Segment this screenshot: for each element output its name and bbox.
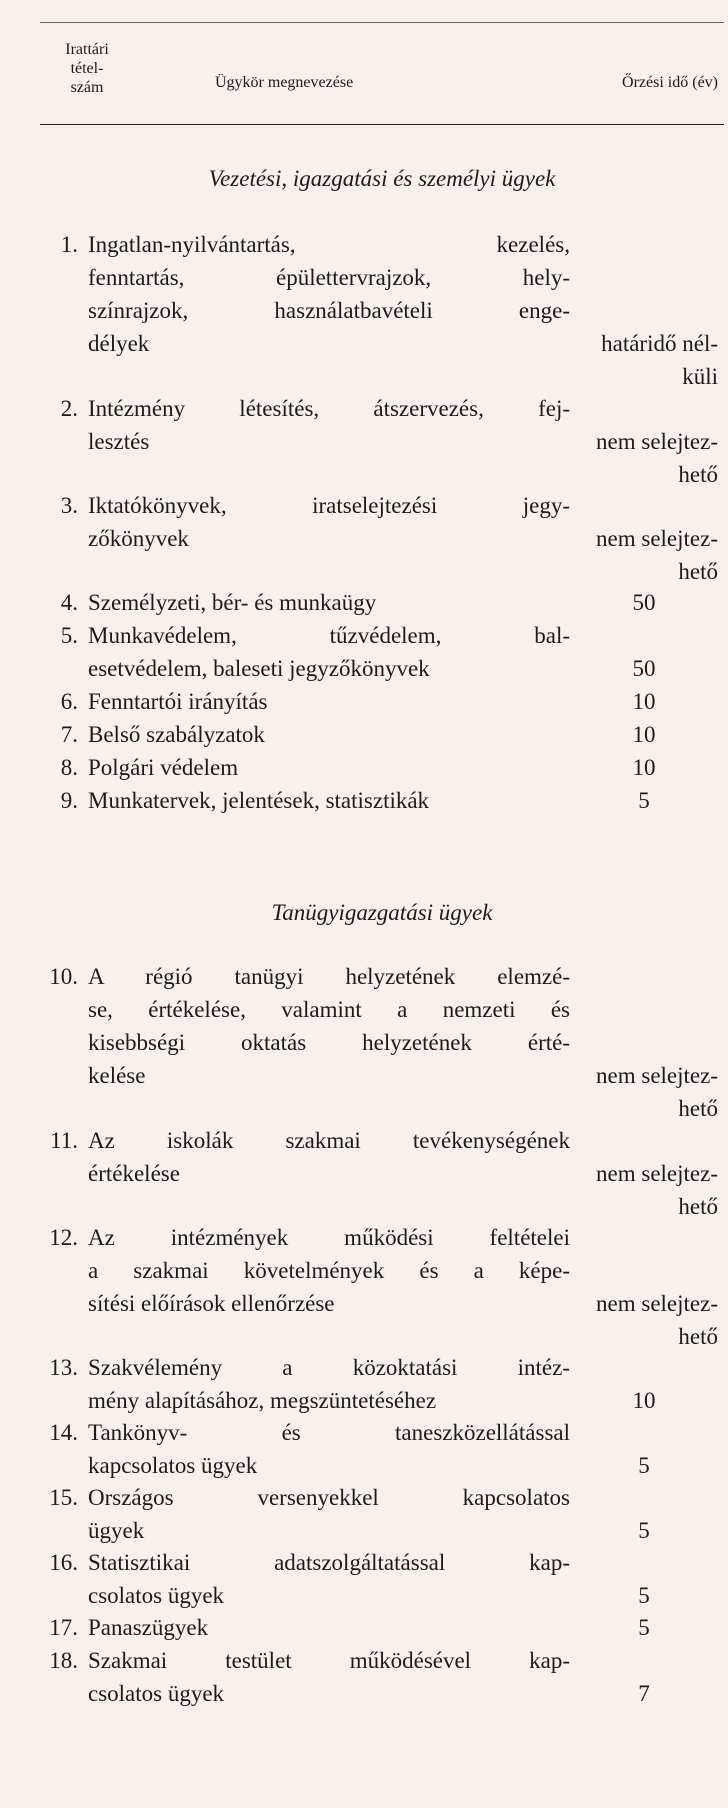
retention-line: 10: [632, 722, 656, 747]
row-number: 18.: [49, 1648, 78, 1673]
retention-line: 5: [638, 788, 650, 813]
description-line: Statisztikai adatszolgáltatással kap-: [88, 1550, 570, 1575]
description-line: Az iskolák szakmai tevékenységének: [88, 1128, 570, 1153]
row-description: [88, 784, 570, 817]
description-line: Az intézmények működési feltételei: [88, 1225, 570, 1250]
retention-line: 50: [632, 590, 656, 615]
description-line: délyek: [88, 331, 150, 356]
row-number: 8.: [60, 755, 78, 780]
description-line: Személyzeti, bér- és munkaügy: [88, 590, 377, 615]
row-description: [88, 718, 570, 751]
row-retention-value: [558, 522, 718, 588]
retention-line: 5: [638, 1615, 650, 1640]
description-line: mény alapításához, megszüntetéséhez: [88, 1388, 437, 1413]
header-matter-name: Ügykör megnevezése: [215, 74, 354, 91]
retention-line: hető: [678, 1324, 718, 1349]
header-retention-period: Őrzési idő (év): [622, 74, 718, 91]
description-line: Országos versenyekkel kapcsolatos: [88, 1485, 570, 1510]
retention-line: 5: [638, 1583, 650, 1608]
row-retention-value: [544, 586, 724, 619]
description-line: esetvédelem, baleseti jegyzőkönyvek: [88, 656, 430, 681]
header-file-number-line: Irattári: [65, 41, 109, 58]
row-description: [88, 228, 570, 360]
row-retention-value: [544, 718, 724, 751]
row-number: 15.: [49, 1485, 78, 1510]
retention-line: 5: [638, 1518, 650, 1543]
row-retention-value: [558, 327, 718, 393]
row-retention-value: [544, 685, 724, 718]
row-retention-value: [544, 1611, 724, 1644]
description-line: kisebbségi oktatás helyzetének érté-: [88, 1030, 570, 1055]
row-retention-value: [544, 1449, 724, 1482]
description-line: zőkönyvek: [88, 526, 189, 551]
description-line: a szakmai követelmények és a képe-: [88, 1258, 570, 1283]
row-number: 2.: [60, 396, 78, 421]
row-number: 7.: [60, 722, 78, 747]
row-description: [88, 586, 570, 619]
row-retention-value: [558, 1157, 718, 1223]
retention-line: hető: [678, 1194, 718, 1219]
section-title: Vezetési, igazgatási és személyi ügyek: [208, 166, 556, 191]
row-retention-value: [544, 1579, 724, 1612]
description-line: Panaszügyek: [88, 1615, 209, 1640]
row-number: 1.: [60, 232, 78, 257]
header-file-number: [42, 40, 132, 97]
row-number: 14.: [49, 1420, 78, 1445]
row-retention-value: [544, 784, 724, 817]
description-line: lesztés: [88, 429, 150, 454]
retention-line: hető: [678, 1096, 718, 1121]
description-line: se, értékelése, valamint a nemzeti és: [88, 997, 570, 1022]
description-line: kelése: [88, 1063, 146, 1088]
row-description: [88, 1546, 570, 1612]
description-line: Tankönyv- és taneszközellátással: [88, 1420, 570, 1445]
retention-line: nem selejtez-: [596, 1063, 718, 1088]
row-description: [88, 392, 570, 458]
top-rule: [40, 22, 724, 23]
description-line: értékelése: [88, 1161, 180, 1186]
description-line: színrajzok, használatbavételi enge-: [88, 298, 570, 323]
row-retention-value: [544, 1514, 724, 1547]
row-retention-value: [558, 1059, 718, 1125]
description-line: A régió tanügyi helyzetének elemzé-: [88, 964, 570, 989]
table-header: [40, 40, 724, 128]
retention-line: nem selejtez-: [596, 1291, 718, 1316]
row-description: [88, 1416, 570, 1482]
row-description: [88, 1221, 570, 1320]
retention-line: 50: [632, 656, 656, 681]
retention-line: nem selejtez-: [596, 429, 718, 454]
row-description: [88, 1351, 570, 1417]
row-retention-value: [544, 751, 724, 784]
header-file-number-line: szám: [70, 79, 104, 96]
row-description: [88, 619, 570, 685]
row-number: 16.: [49, 1550, 78, 1575]
description-line: Szakmai testület működésével kap-: [88, 1648, 570, 1673]
row-description: [88, 751, 570, 784]
row-description: [88, 1124, 570, 1190]
description-line: ügyek: [88, 1518, 145, 1543]
description-line: csolatos ügyek: [88, 1681, 225, 1706]
row-retention-value: [558, 425, 718, 491]
row-description: [88, 685, 570, 718]
description-line: Ingatlan-nyilvántartás, kezelés,: [88, 232, 570, 257]
description-line: kapcsolatos ügyek: [88, 1453, 258, 1478]
row-number: 11.: [50, 1128, 78, 1153]
description-line: Iktatókönyvek, iratselejtezési jegy-: [88, 493, 570, 518]
row-description: [88, 489, 570, 555]
row-description: [88, 1644, 570, 1710]
retention-line: 7: [638, 1681, 650, 1706]
section-title: Tanügyigazgatási ügyek: [271, 900, 493, 925]
retention-line: 10: [632, 755, 656, 780]
row-description: [88, 1481, 570, 1547]
row-number: 12.: [49, 1225, 78, 1250]
description-line: Munkavédelem, tűzvédelem, bal-: [88, 623, 570, 648]
row-number: 5.: [60, 623, 78, 648]
row-retention-value: [544, 1384, 724, 1417]
description-line: Munkatervek, jelentések, statisztikák: [88, 788, 430, 813]
row-number: 4.: [60, 590, 78, 615]
retention-line: hető: [678, 462, 718, 487]
retention-line: 5: [638, 1453, 650, 1478]
retention-line: küli: [682, 364, 718, 389]
retention-line: nem selejtez-: [596, 526, 718, 551]
description-line: sítési előírások ellenőrzése: [88, 1291, 335, 1316]
retention-line: hető: [678, 559, 718, 584]
row-number: 3.: [60, 493, 78, 518]
row-number: 17.: [49, 1615, 78, 1640]
row-retention-value: [544, 652, 724, 685]
row-description: [88, 960, 570, 1092]
row-retention-value: [558, 1287, 718, 1353]
retention-line: 10: [632, 689, 656, 714]
description-line: Fenntartói irányítás: [88, 689, 268, 714]
retention-line: határidő nél-: [601, 331, 718, 356]
description-line: Polgári védelem: [88, 755, 239, 780]
description-line: Belső szabályzatok: [88, 722, 265, 747]
row-number: 10.: [49, 964, 78, 989]
row-number: 6.: [60, 689, 78, 714]
retention-line: nem selejtez-: [596, 1161, 718, 1186]
retention-line: 10: [632, 1388, 656, 1413]
row-number: 9.: [60, 788, 78, 813]
row-description: [88, 1611, 570, 1644]
row-retention-value: [544, 1677, 724, 1710]
description-line: fenntartás, épülettervrajzok, hely-: [88, 265, 570, 290]
row-number: 13.: [49, 1355, 78, 1380]
description-line: csolatos ügyek: [88, 1583, 225, 1608]
header-rule: [40, 124, 724, 125]
header-file-number-line: tétel-: [70, 60, 104, 77]
description-line: Szakvélemény a közoktatási intéz-: [88, 1355, 570, 1380]
description-line: Intézmény létesítés, átszervezés, fej-: [88, 396, 570, 421]
